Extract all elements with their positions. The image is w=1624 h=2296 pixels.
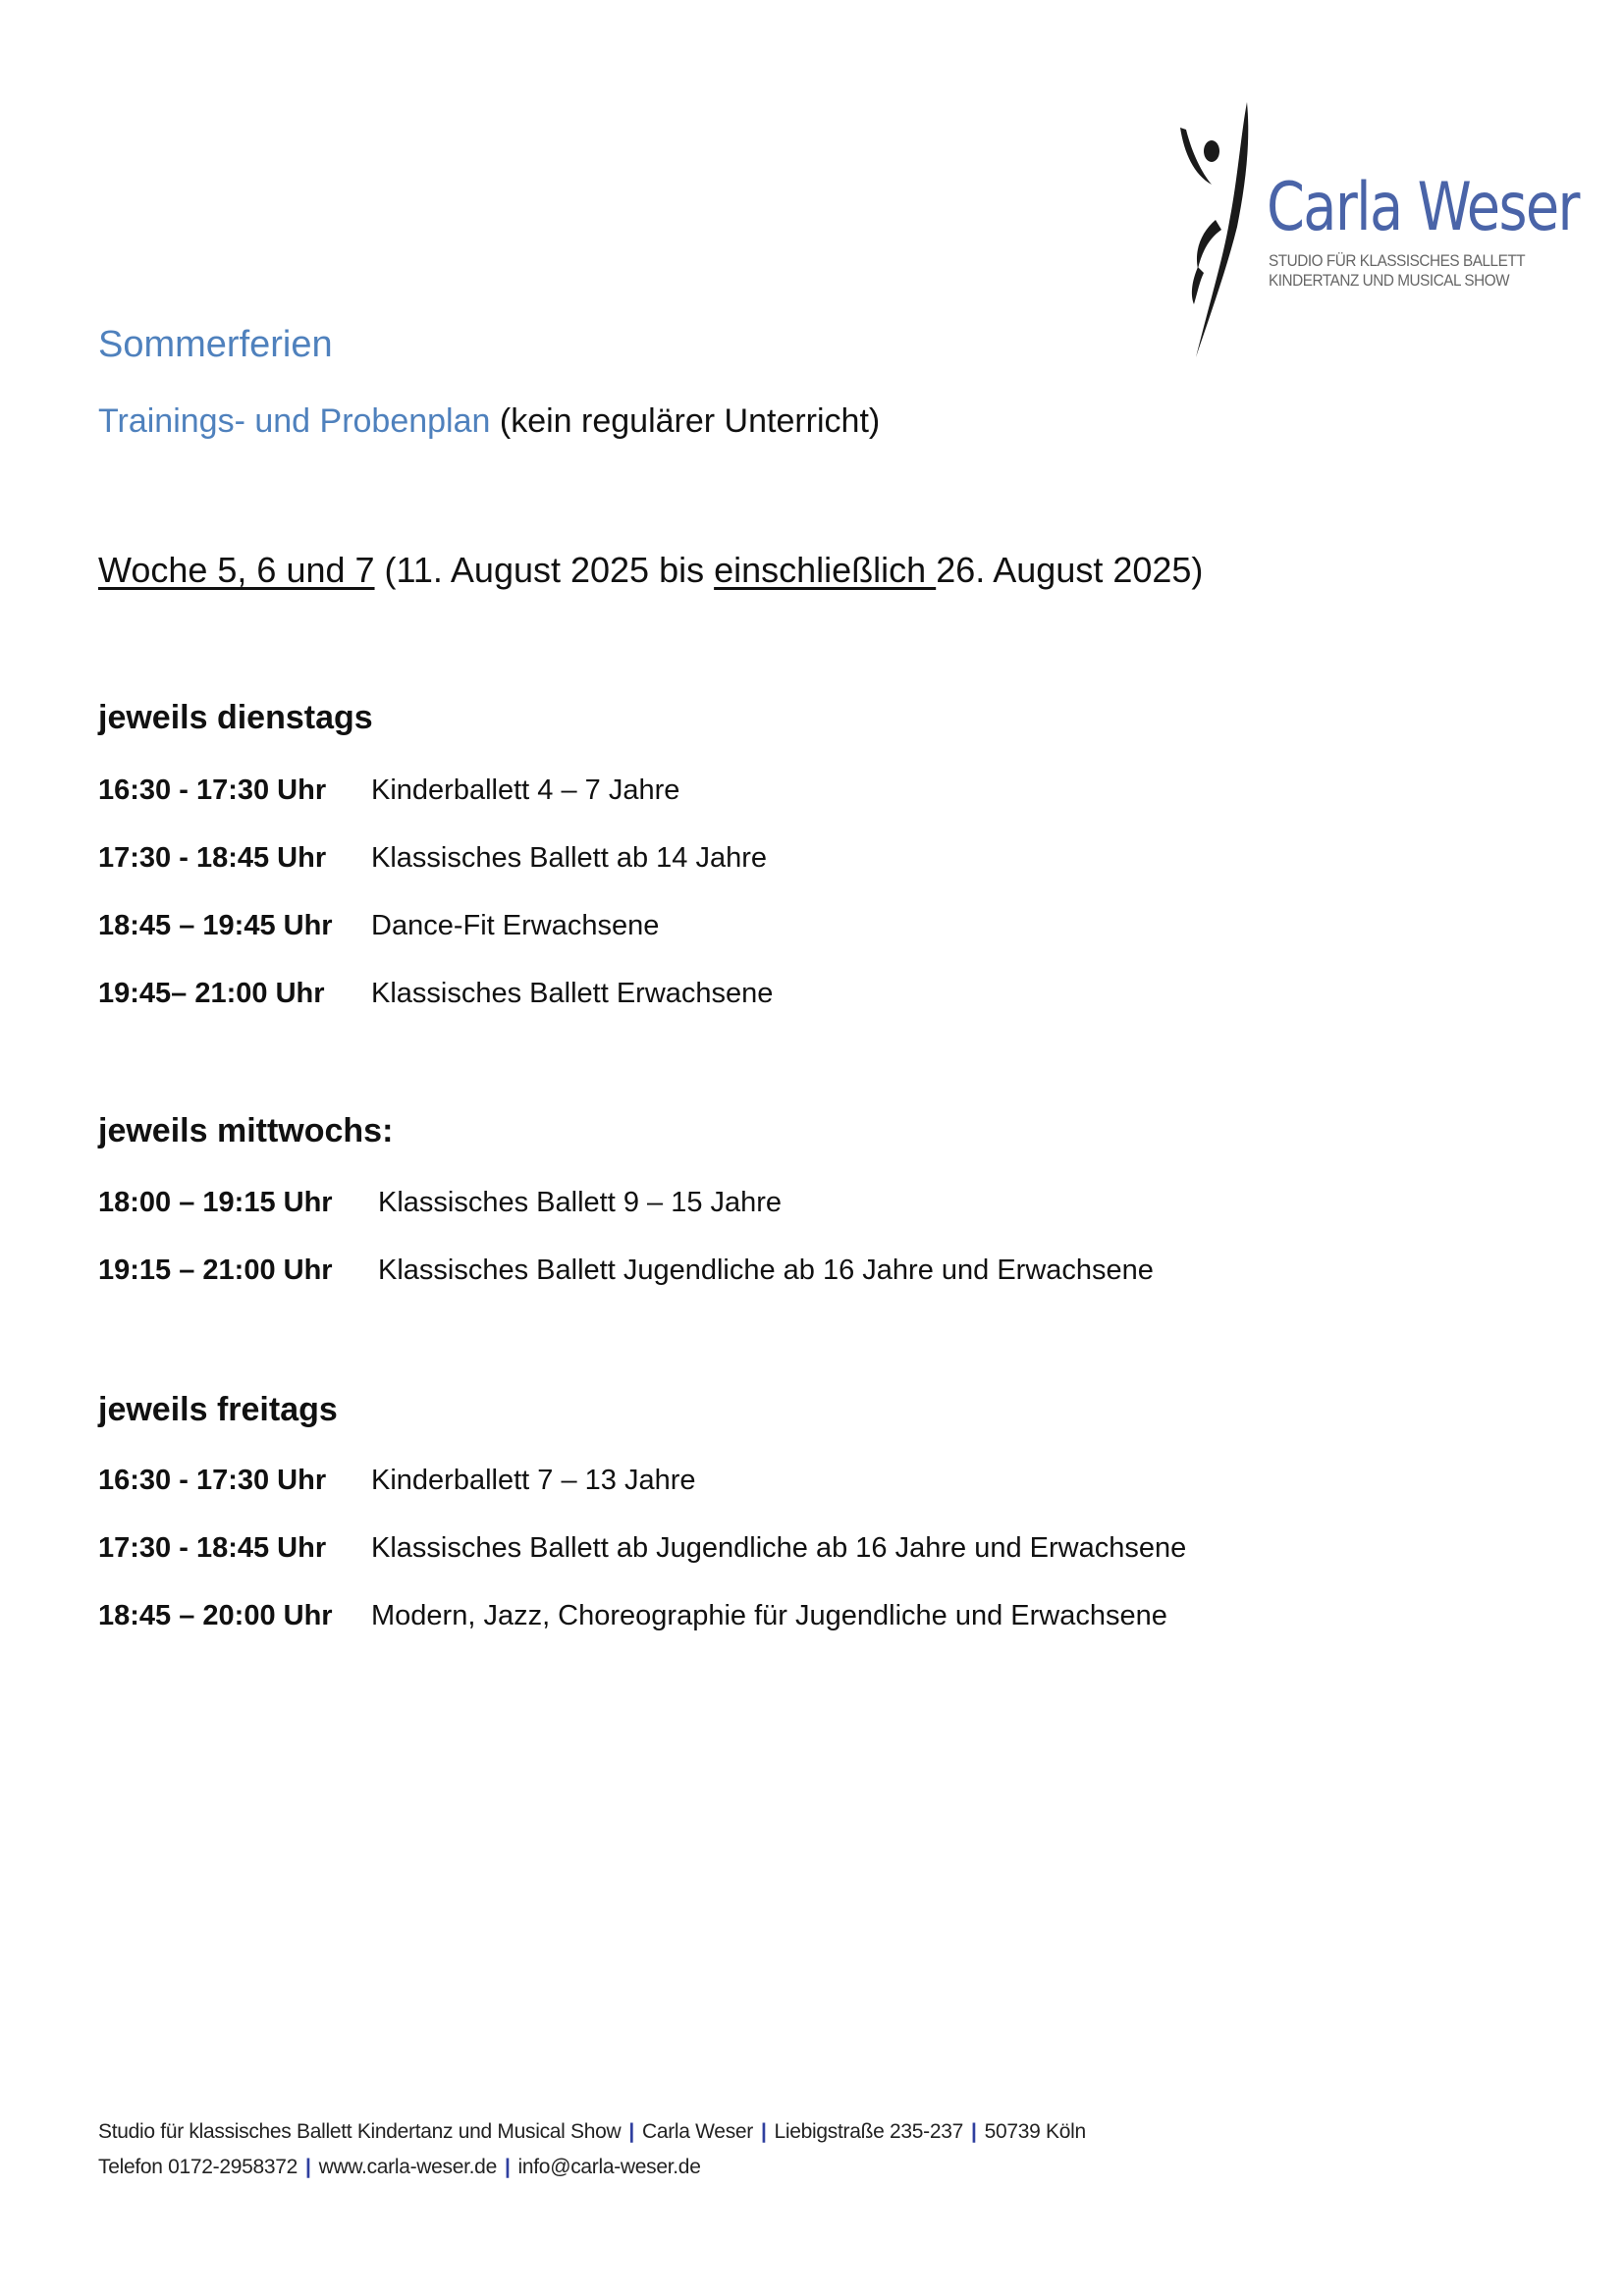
class-row [98, 1532, 1186, 1565]
class-name: Kinderballett 7 – 13 Jahre [371, 1465, 696, 1496]
class-time: 17:30 - 18:45 Uhr [98, 842, 327, 874]
week-range-start: (11. August 2025 bis [374, 550, 715, 590]
day-heading: jeweils mittwochs: [98, 1112, 394, 1149]
footer-address [98, 2120, 1086, 2144]
footer-separator: | [305, 2156, 311, 2178]
season-heading: Sommerferien [98, 324, 333, 365]
class-row [98, 1465, 696, 1497]
footer-separator: | [628, 2120, 634, 2143]
footer-separator: | [504, 2156, 511, 2178]
plan-heading [98, 402, 880, 441]
footer-owner: Carla Weser [641, 2120, 753, 2143]
class-name: Klassisches Ballett ab 14 Jahre [371, 842, 767, 874]
class-time: 18:45 – 20:00 Uhr [98, 1600, 333, 1631]
class-time: 19:15 – 21:00 Uhr [98, 1255, 333, 1286]
footer-city: 50739 Köln [984, 2120, 1086, 2143]
class-row [98, 910, 659, 942]
class-time: 17:30 - 18:45 Uhr [98, 1532, 327, 1564]
class-name: Klassisches Ballett 9 – 15 Jahre [378, 1187, 783, 1218]
class-name: Klassisches Ballett Erwachsene [371, 978, 774, 1009]
class-row [98, 978, 773, 1010]
class-row [98, 842, 767, 875]
class-time: 18:00 – 19:15 Uhr [98, 1187, 333, 1218]
dancer-figure-icon [1168, 94, 1267, 369]
logo-tagline: STUDIO FÜR KLASSISCHES BALLETT [1269, 251, 1526, 270]
class-time: 18:45 – 19:45 Uhr [98, 910, 333, 941]
day-heading: jeweils dienstags [98, 699, 373, 736]
logo-tagline: KINDERTANZ UND MUSICAL SHOW [1269, 271, 1510, 290]
class-name: Klassisches Ballett ab Jugendliche ab 16 Jahre und Erwachsene [371, 1532, 1187, 1564]
class-row [98, 1187, 782, 1219]
footer-email[interactable]: info@carla-weser.de [517, 2156, 701, 2178]
footer-studio: Studio für klassisches Ballett Kindertanz und Musical Show [98, 2120, 622, 2143]
plan-title: Trainings- und Probenplan [98, 402, 491, 440]
class-row [98, 1600, 1167, 1632]
week-numbers: Woche 5, 6 und 7 [98, 550, 375, 590]
class-name: Klassisches Ballett Jugendliche ab 16 Jahre und Erwachsene [378, 1255, 1154, 1286]
footer-website[interactable]: www.carla-weser.de [318, 2156, 497, 2178]
week-inclusive: einschließlich [714, 550, 937, 590]
plan-note: (kein regulärer Unterricht) [499, 402, 881, 440]
class-time: 16:30 - 17:30 Uhr [98, 774, 327, 806]
class-row [98, 1255, 1154, 1287]
class-name: Dance-Fit Erwachsene [371, 910, 660, 941]
class-time: 19:45– 21:00 Uhr [98, 978, 325, 1009]
footer-phone: Telefon 0172-2958372 [98, 2156, 298, 2178]
footer-street: Liebigstraße 235-237 [774, 2120, 964, 2143]
week-range [98, 550, 1203, 591]
footer-separator: | [971, 2120, 977, 2143]
class-row [98, 774, 679, 807]
class-name: Kinderballett 4 – 7 Jahre [371, 774, 680, 806]
footer-separator: | [760, 2120, 767, 2143]
logo-name: Carla Weser [1267, 169, 1579, 246]
class-time: 16:30 - 17:30 Uhr [98, 1465, 327, 1496]
studio-logo [1168, 94, 1579, 369]
week-range-end: 26. August 2025) [936, 550, 1204, 590]
footer-contact [98, 2156, 701, 2179]
class-name: Modern, Jazz, Choreographie für Jugendliche und Erwachsene [371, 1600, 1167, 1631]
day-heading: jeweils freitags [98, 1391, 338, 1428]
